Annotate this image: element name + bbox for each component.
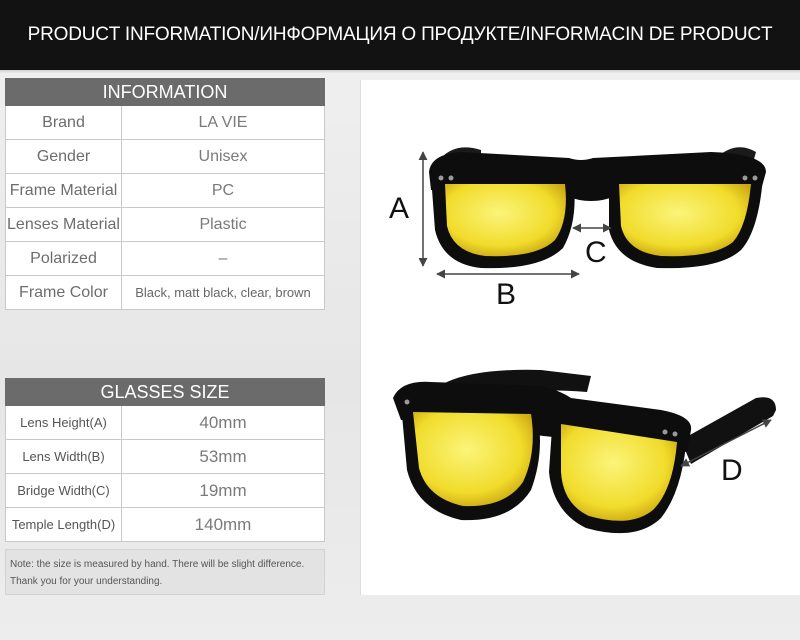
table-row xyxy=(5,440,325,474)
row-label: Polarized xyxy=(6,242,122,275)
product-photo-panel xyxy=(360,80,800,595)
row-label: Frame Color xyxy=(6,276,122,309)
row-value: LA VIE xyxy=(198,113,248,131)
row-label: Lens Width(B) xyxy=(6,440,122,473)
row-label: Gender xyxy=(6,140,122,173)
row-label: Temple Length(D) xyxy=(6,508,122,541)
table-row xyxy=(5,508,325,542)
dimension-label-c: C xyxy=(585,236,607,269)
note-line-1: Note: the size is measured by hand. There will be slight difference. xyxy=(10,559,305,570)
glasses-size-header: GLASSES SIZE xyxy=(5,378,325,406)
table-row xyxy=(5,106,325,140)
table-row xyxy=(5,276,325,310)
table-row xyxy=(5,242,325,276)
row-label: Brand xyxy=(6,106,122,139)
row-value: Unisex xyxy=(198,147,248,165)
row-value: Black, matt black, clear, brown xyxy=(135,285,311,300)
information-table xyxy=(5,78,325,310)
table-row xyxy=(5,208,325,242)
row-value: 140mm xyxy=(194,514,252,534)
row-label: Lens Height(A) xyxy=(6,406,122,439)
row-label: Bridge Width(C) xyxy=(6,474,122,507)
note-line-2: Thank you for your understanding. xyxy=(10,576,163,587)
table-row xyxy=(5,140,325,174)
row-value: 53mm xyxy=(199,446,247,466)
table-row xyxy=(5,174,325,208)
table-row xyxy=(5,406,325,440)
dimension-label-b: B xyxy=(496,278,517,311)
glasses-size-table xyxy=(5,378,325,542)
angled-view-glasses xyxy=(393,370,776,533)
row-value: 40mm xyxy=(199,412,247,432)
table-row xyxy=(5,474,325,508)
row-value: 19mm xyxy=(199,480,247,500)
glasses-illustration xyxy=(361,80,800,595)
dimension-label-a: A xyxy=(389,192,410,225)
row-value: – xyxy=(218,249,228,267)
row-value: Plastic xyxy=(199,215,247,233)
measurement-note xyxy=(5,549,325,595)
dimension-label-d: D xyxy=(721,454,743,487)
information-header: INFORMATION xyxy=(5,78,325,106)
row-label: Frame Material xyxy=(6,174,122,207)
row-label: Lenses Material xyxy=(6,208,122,241)
banner-title: PRODUCT INFORMATION/ИНФОРМАЦИЯ О ПРОДУКТЕ/INFORMACIN DE PRODUCT xyxy=(27,24,773,45)
banner-divider xyxy=(0,70,800,74)
top-banner xyxy=(0,0,800,70)
row-value: PC xyxy=(211,181,235,199)
